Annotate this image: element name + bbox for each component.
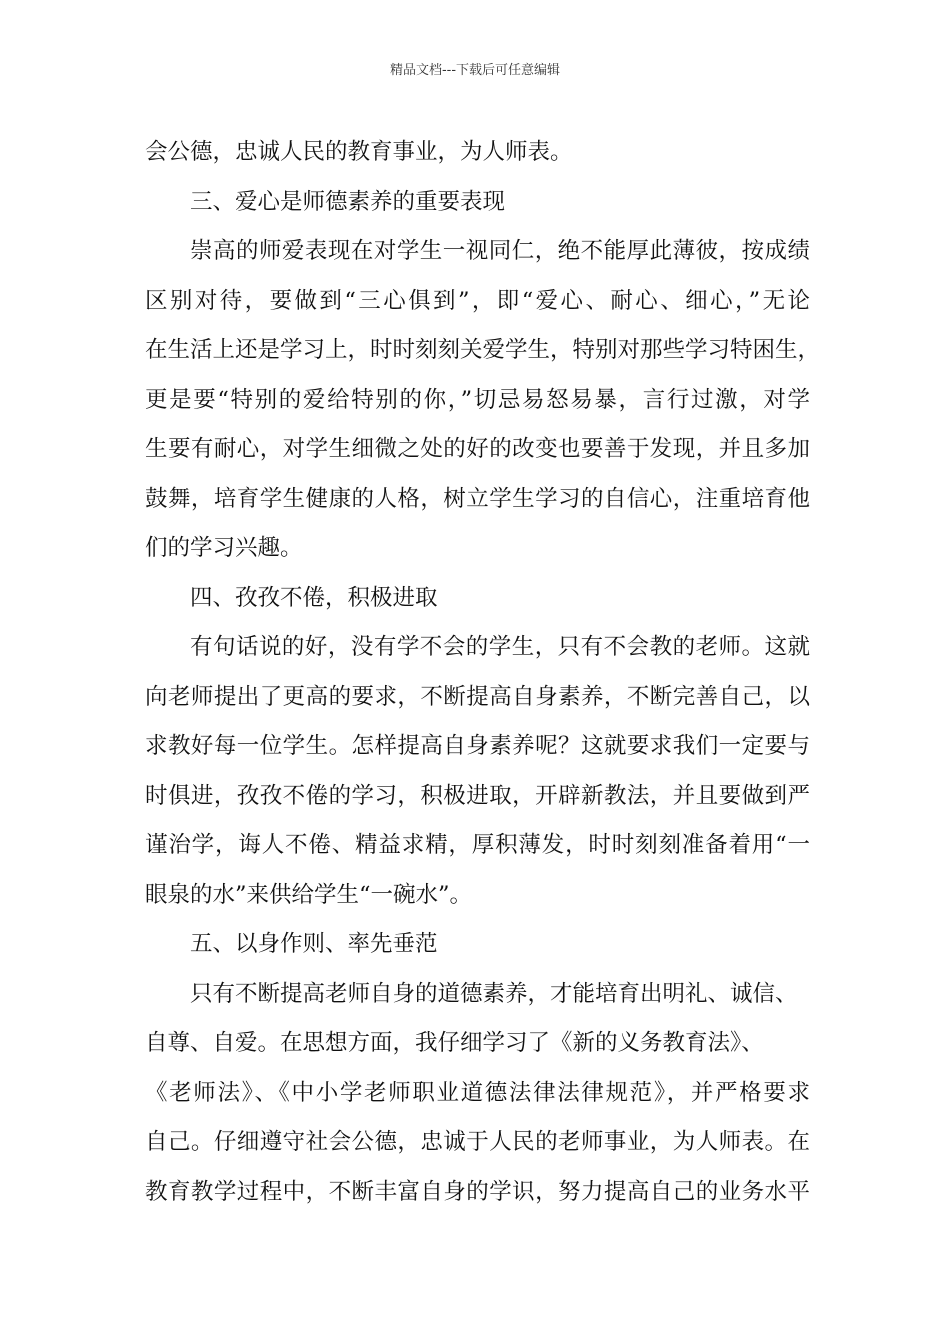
text-line: 求教好每一位学生。怎样提高自身素养呢？这就要求我们一定要与	[145, 733, 810, 759]
text-line: 只有不断提高老师自身的道德素养，才能培育出明礼、诚信、	[190, 980, 798, 1007]
text-line: 们的学习兴趣。	[145, 535, 303, 561]
text-line: 崇高的师爱表现在对学生一视同仁，绝不能厚此薄彼，按成绩	[190, 238, 810, 264]
text-line: 时俱进，孜孜不倦的学习，积极进取，开辟新教法，并且要做到严	[145, 782, 810, 809]
text-line: 向老师提出了更高的要求，不断提高自身素养，不断完善自己，以	[145, 683, 810, 710]
section-heading: 三、爱心是师德素养的重要表现	[190, 188, 506, 215]
text-line: 《老师法》、《中小学老师职业道德法律法律规范》，并严格要求	[145, 1079, 810, 1106]
page-header: 精品文档---下载后可任意编辑	[389, 63, 561, 78]
text-line: 有句话说的好，没有学不会的学生，只有不会教的老师。这就	[190, 634, 810, 660]
section-heading: 四、孜孜不倦，积极进取	[190, 584, 438, 611]
text-line: 教育教学过程中，不断丰富自身的学识，努力提高自己的业务水平	[145, 1178, 810, 1205]
text-line: 生要有耐心，对学生细微之处的好的改变也要善于发现，并且多加	[145, 436, 810, 462]
text-line: 会公德，忠诚人民的教育事业，为人师表。	[145, 139, 573, 165]
text-line: 更是要“特别的爱给特别的你，”切忌易怒易暴，言行过激，对学	[145, 386, 810, 413]
text-line: 区别对待，要做到“三心俱到”，即“爱心、耐心、细心，”无论	[145, 287, 810, 314]
section-heading: 五、以身作则、率先垂范	[190, 931, 438, 957]
text-line: 眼泉的水”来供给学生“一碗水”。	[145, 881, 473, 908]
text-line: 谨治学，诲人不倦、精益求精，厚积薄发，时时刻刻准备着用“一	[145, 832, 810, 858]
text-line: 鼓舞，培育学生健康的人格，树立学生学习的自信心，注重培育他	[145, 485, 810, 512]
text-line: 自尊、自爱。在思想方面，我仔细学习了《新的义务教育法》、	[145, 1030, 764, 1056]
document-body	[145, 128, 821, 1217]
text-line: 在生活上还是学习上，时时刻刻关爱学生，特别对那些学习特困生，	[145, 337, 821, 363]
text-line: 自己。仔细遵守社会公德，忠诚于人民的老师事业，为人师表。在	[145, 1129, 810, 1155]
